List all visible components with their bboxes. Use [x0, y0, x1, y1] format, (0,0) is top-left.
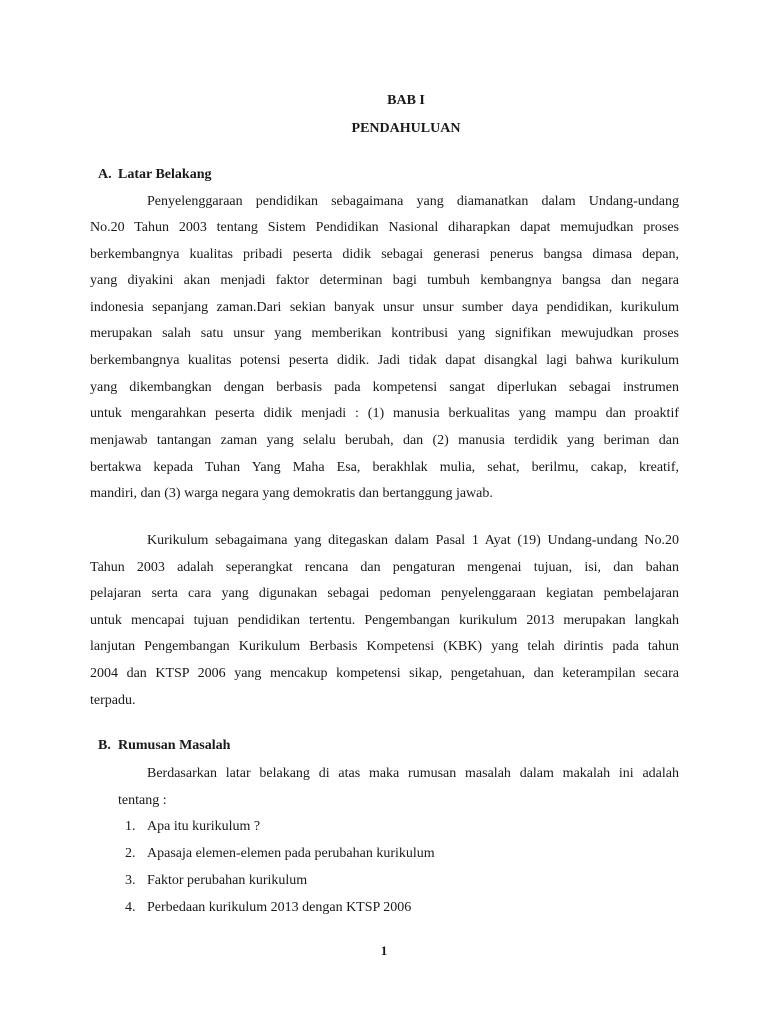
list-item-text: Perbedaan kurikulum 2013 dengan KTSP 2006 [147, 900, 412, 915]
paragraph1-line: merupakan salah satu unsur yang memberikan kontribusi yang signifikan mewujudkan proses [90, 326, 679, 341]
paragraph1-line: berkembangnya kualitas potensi peserta didik. Jadi tidak dapat disangkal lagi bahwa kurikulum [90, 353, 679, 368]
chapter-title: PENDAHULUAN [351, 121, 461, 136]
list-item-text: Faktor perubahan kurikulum [147, 873, 308, 888]
list-item-text: Apasaja elemen-elemen pada perubahan kurikulum [147, 846, 435, 861]
paragraph1-line: yang diyakini akan menjadi faktor determinan bagi tumbuh kembangnya bangsa dan negara [90, 273, 679, 288]
list-item [125, 899, 411, 916]
list-item [125, 872, 307, 889]
section-b-title: Rumusan Masalah [118, 738, 231, 753]
list-item-number: 3. [125, 873, 136, 888]
list-item-text: Apa itu kurikulum ? [147, 819, 261, 834]
list-item-number: 4. [125, 900, 136, 915]
paragraph2-line: 2004 dan KTSP 2006 yang mencakup kompetensi sikap, pengetahuan, dan keterampilan secara [90, 666, 679, 681]
paragraph2-line: lanjutan Pengembangan Kurikulum Berbasis Kompetensi (KBK) yang telah dirintis pada tahun [90, 639, 679, 654]
paragraph1-line: Penyelenggaraan pendidikan sebagaimana yang diamanatkan dalam Undang-undang [147, 194, 679, 209]
section-b-intro-line: tentang : [118, 793, 167, 808]
paragraph1-line: bertakwa kepada Tuhan Yang Maha Esa, berakhlak mulia, sehat, berilmu, cakap, kreatif, [90, 460, 679, 475]
paragraph2-line: Kurikulum sebagaimana yang ditegaskan dalam Pasal 1 Ayat (19) Undang-undang No.20 [147, 533, 679, 548]
paragraph1-line: indonesia sepanjang zaman.Dari sekian banyak unsur unsur sumber daya pendidikan, kurikulum [90, 300, 679, 315]
paragraph1-line: mandiri, dan (3) warga negara yang demokratis dan bertanggung jawab. [90, 486, 493, 501]
paragraph2-line: Tahun 2003 adalah seperangkat rencana dan pengaturan mengenai tujuan, isi, dan bahan [90, 560, 679, 575]
section-a-letter: A. [98, 167, 112, 182]
section-a-heading [98, 167, 211, 183]
paragraph2-line: pelajaran serta cara yang digunakan sebagai pedoman penyelenggaraan kegiatan pembelajaran [90, 586, 679, 601]
paragraph1-line: berkembangnya kualitas pribadi peserta didik sebagai generasi penerus bangsa dimasa depan, [90, 247, 679, 262]
paragraph1-line: untuk mengarahkan peserta didik menjadi : (1) manusia berkualitas yang mampu dan proaktif [90, 406, 679, 421]
section-a-title: Latar Belakang [118, 167, 212, 182]
list-item [125, 818, 260, 835]
section-b-letter: B. [98, 738, 111, 753]
paragraph2-line: terpadu. [90, 693, 136, 708]
paragraph1-line: No.20 Tahun 2003 tentang Sistem Pendidikan Nasional diharapkan dapat memujudkan proses [90, 220, 679, 235]
paragraph2-line: untuk mencapai tujuan pendidikan tertentu. Pengembangan kurikulum 2013 merupakan langkah [90, 613, 679, 628]
paragraph1-line: yang dikembangkan dengan berbasis pada kompetensi sangat diperlukan sebagai instrumen [90, 380, 679, 395]
section-b-intro-line: Berdasarkan latar belakang di atas maka rumusan masalah dalam makalah ini adalah [147, 766, 679, 781]
page-number: 1 [380, 943, 388, 958]
paragraph1-line: menjawab tantangan zaman yang selalu berubah, dan (2) manusia terdidik yang beriman dan [90, 433, 679, 448]
list-item-number: 2. [125, 846, 136, 861]
list-item-number: 1. [125, 819, 136, 834]
list-item [125, 845, 435, 862]
section-b-heading [98, 738, 230, 754]
chapter-number: BAB I [387, 93, 425, 108]
